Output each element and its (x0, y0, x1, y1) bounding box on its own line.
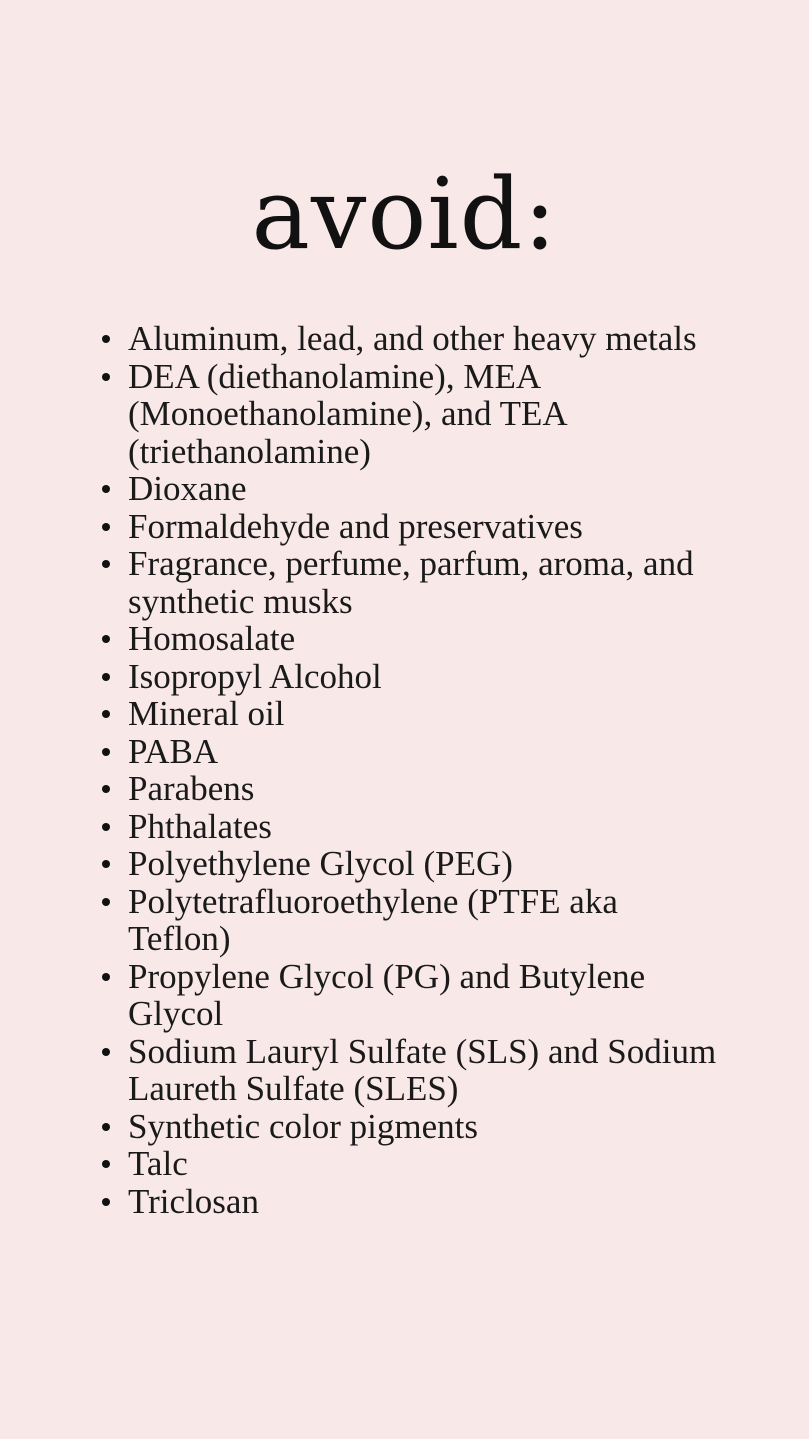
list-item-text: PABA (128, 731, 219, 771)
bullet-icon (102, 1198, 110, 1206)
list-item (128, 620, 728, 658)
bullet-icon (102, 823, 110, 831)
list-item-text: Synthetic color pigments (128, 1106, 478, 1146)
list-item (128, 658, 728, 696)
list-item-text: Aluminum, lead, and other heavy metals (128, 319, 697, 358)
bullet-icon (102, 523, 110, 531)
list-item (128, 770, 728, 808)
bullet-icon (102, 973, 110, 981)
bullet-icon (102, 1048, 110, 1056)
bullet-icon (102, 335, 110, 343)
bullet-icon (102, 373, 110, 381)
list-item (128, 1183, 728, 1221)
bullet-icon (102, 785, 110, 793)
list-item-text: Triclosan (128, 1181, 259, 1221)
list-item-text: Talc (128, 1144, 188, 1183)
bullet-icon (102, 1160, 110, 1168)
list-item-text: Polytetrafluoroethylene (PTFE aka Teflon) (128, 881, 618, 958)
bullet-icon (102, 710, 110, 718)
list-item (128, 545, 728, 620)
page-title: avoid: (251, 158, 558, 272)
list-item-text: Homosalate (128, 619, 296, 658)
list-item (128, 808, 728, 846)
list-item-text: Formaldehyde and preservatives (128, 506, 583, 546)
list-item (128, 1033, 728, 1108)
list-item-text: Phthalates (128, 806, 272, 846)
list-item (128, 695, 728, 733)
list-item (128, 733, 728, 771)
list-item (128, 320, 728, 358)
list-item-text: DEA (diethanolamine), MEA (Monoethanolamine), and TEA (triethanolamine) (128, 356, 566, 471)
bullet-icon (102, 560, 110, 568)
bullet-icon (102, 898, 110, 906)
list-item (128, 958, 728, 1033)
list-item (128, 883, 728, 958)
list-item (128, 470, 728, 508)
bullet-icon (102, 748, 110, 756)
list-item-text: Dioxane (128, 469, 247, 508)
list-item-text: Propylene Glycol (PG) and Butylene Glycol (128, 956, 646, 1033)
bullet-icon (102, 635, 110, 643)
list-item-text: Isopropyl Alcohol (128, 656, 382, 696)
list-item (128, 358, 728, 471)
list-item-text: Polyethylene Glycol (PEG) (128, 844, 513, 883)
list-item (128, 508, 728, 546)
list-item-text: Parabens (128, 769, 255, 808)
list-item (128, 1145, 728, 1183)
bullet-icon (102, 860, 110, 868)
bullet-icon (102, 673, 110, 681)
bullet-icon (102, 485, 110, 493)
list-item-text: Fragrance, perfume, parfum, aroma, and synthetic musks (128, 544, 694, 621)
list-item-text: Mineral oil (128, 694, 285, 733)
avoid-list (128, 320, 728, 1220)
list-item-text: Sodium Lauryl Sulfate (SLS) and Sodium Laureth Sulfate (SLES) (128, 1031, 717, 1108)
list-item (128, 1108, 728, 1146)
list-item (128, 845, 728, 883)
bullet-icon (102, 1123, 110, 1131)
